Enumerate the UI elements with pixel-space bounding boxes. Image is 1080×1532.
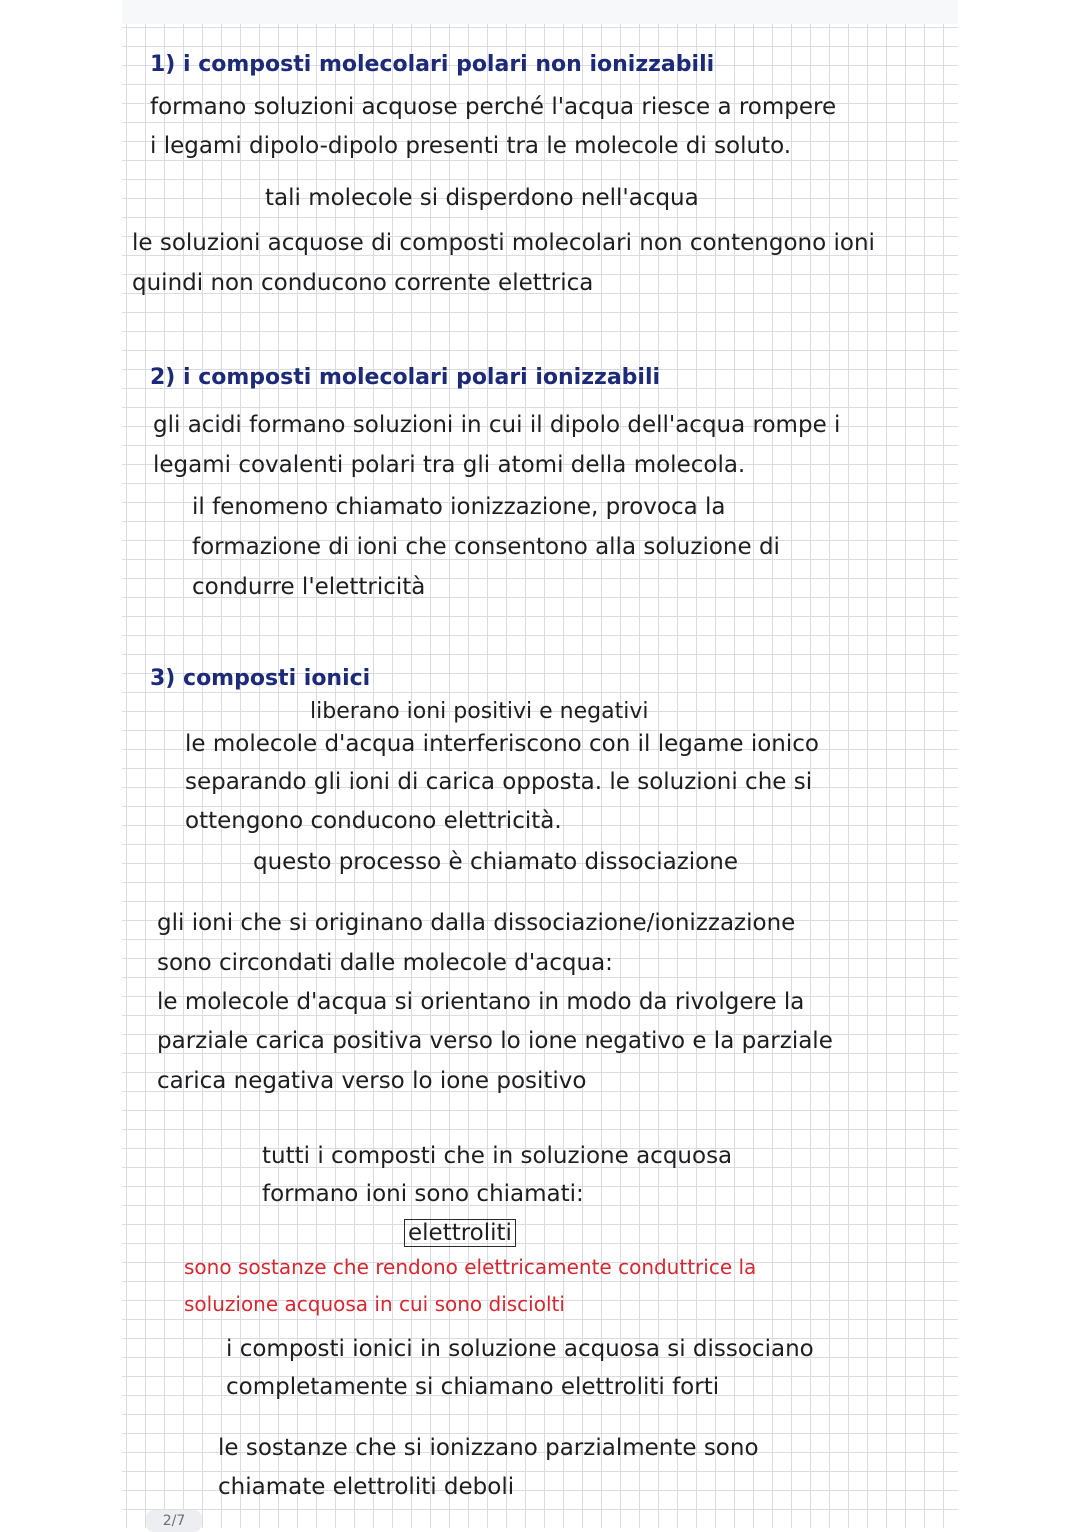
section-1-line: le soluzioni acquose di composti molecolari non contengono ioni — [132, 230, 875, 256]
section-2-line: gli acidi formano soluzioni in cui il dipolo dell'acqua rompe i — [153, 412, 841, 438]
section-3-heading: 3) composti ionici — [150, 666, 371, 691]
section-1-line: i legami dipolo-dipolo presenti tra le molecole di soluto. — [150, 133, 792, 159]
section-1-line: tali molecole si disperdono nell'acqua — [265, 185, 699, 211]
section-1-heading: 1) i composti molecolari polari non ionizzabili — [150, 52, 715, 77]
electrolytes-intro-line: tutti i composti che in soluzione acquosa — [262, 1143, 733, 1169]
section-2-line: il fenomeno chiamato ionizzazione, provoca la — [192, 494, 726, 520]
section-3-line: liberano ioni positivi e negativi — [310, 699, 649, 724]
electrolytes-intro-line: formano ioni sono chiamati: — [262, 1181, 584, 1207]
weak-electrolytes-line: le sostanze che si ionizzano parzialmente sono — [218, 1435, 759, 1461]
strong-electrolytes-line: completamente si chiamano elettroliti forti — [226, 1374, 720, 1400]
strong-electrolytes-line: i composti ionici in soluzione acquosa si dissociano — [226, 1336, 814, 1362]
ions-line: parziale carica positiva verso lo ione negativo e la parziale — [157, 1028, 833, 1054]
definition-line: soluzione acquosa in cui sono disciolti — [184, 1292, 565, 1316]
ions-line: gli ioni che si originano dalla dissociazione/ionizzazione — [157, 910, 796, 936]
section-2-line: formazione di ioni che consentono alla soluzione di — [192, 534, 780, 560]
section-3-line: questo processo è chiamato dissociazione — [253, 849, 738, 875]
section-1-line: quindi non conducono corrente elettrica — [132, 270, 594, 296]
page-indicator: 2/7 — [146, 1510, 202, 1532]
definition-line: sono sostanze che rendono elettricamente conduttrice la — [184, 1255, 757, 1279]
ions-line: carica negativa verso lo ione positivo — [157, 1068, 587, 1094]
section-1-line: formano soluzioni acquose perché l'acqua riesce a rompere — [150, 94, 837, 120]
section-2-heading: 2) i composti molecolari polari ionizzabili — [150, 365, 661, 390]
section-3-line: separando gli ioni di carica opposta. le soluzioni che si — [185, 769, 813, 795]
electrolytes-term-box: elettroliti — [404, 1219, 516, 1247]
section-3-line: le molecole d'acqua interferiscono con il legame ionico — [185, 731, 819, 757]
section-2-line: condurre l'elettricità — [192, 574, 426, 600]
ions-line: le molecole d'acqua si orientano in modo da rivolgere la — [157, 989, 805, 1015]
section-3-line: ottengono conducono elettricità. — [185, 808, 562, 834]
weak-electrolytes-line: chiamate elettroliti deboli — [218, 1474, 515, 1500]
ions-line: sono circondati dalle molecole d'acqua: — [157, 950, 613, 976]
viewer-top-bar — [122, 0, 958, 24]
section-2-line: legami covalenti polari tra gli atomi della molecola. — [153, 452, 746, 478]
electrolytes-term-wrapper — [404, 1218, 516, 1248]
